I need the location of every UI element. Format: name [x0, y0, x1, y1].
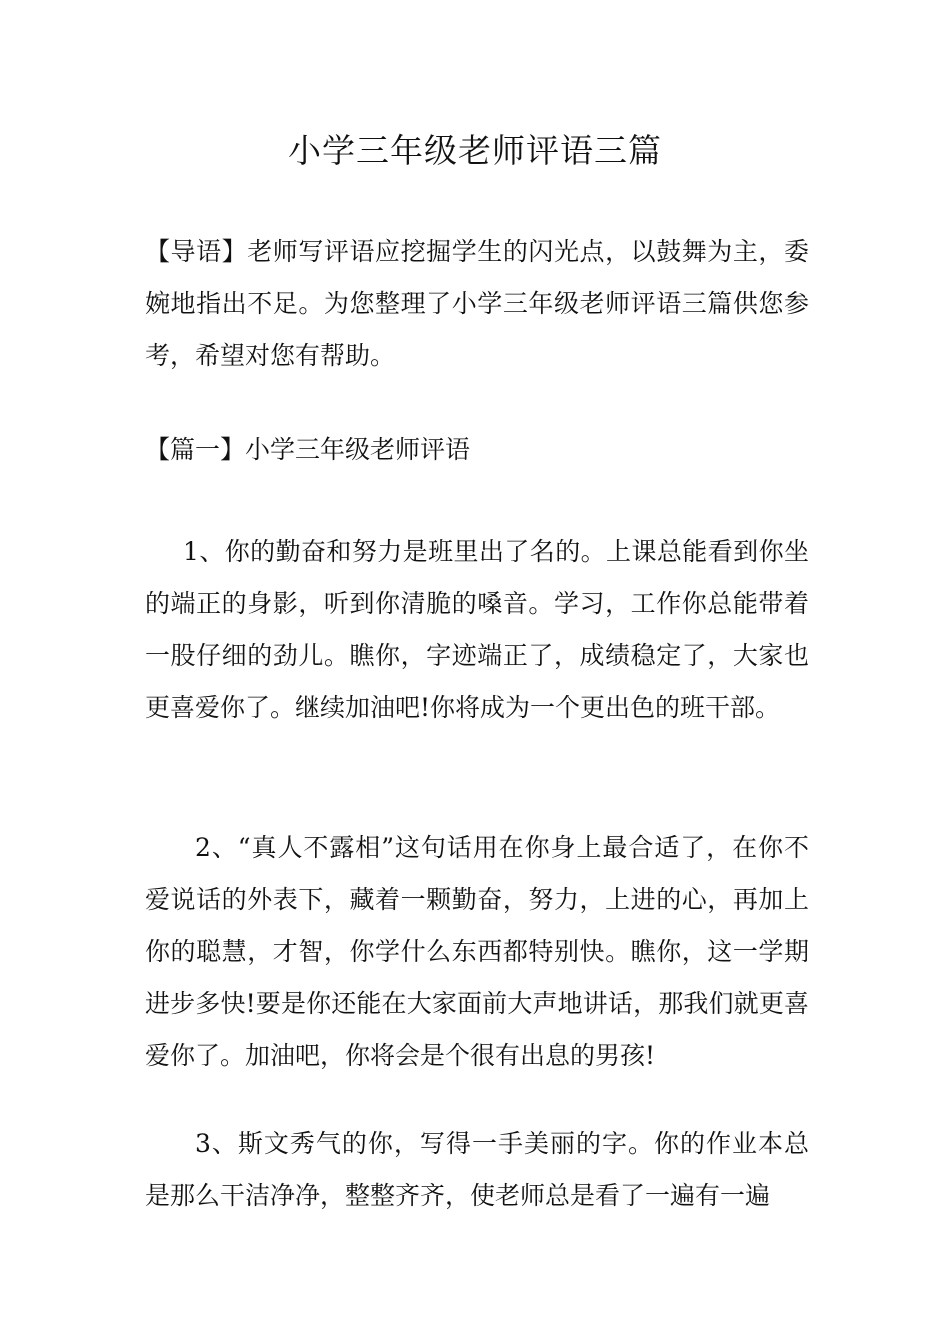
- comment-paragraph-2: 2、“真人不露相”这句话用在你身上最合适了，在你不爱说话的外表下，藏着一颗勤奋，努力，上进的心，再加上你的聪慧，才智，你学什么东西都特别快。瞧你，这一学期进步多快!要是你还能在大家面前大声地讲话，那我们就更喜爱你了。加油吧，你将会是个很有出息的男孩!: [145, 833, 809, 1070]
- comment-paragraph-1: 1、你的勤奋和努力是班里出了名的。上课总能看到你坐的端正的身影，听到你清脆的嗓音。学习，工作你总能带着一股仔细的劲儿。瞧你，字迹端正了，成绩稳定了，大家也更喜爱你了。继续加油吧!你将成为一个更出色的班干部。: [145, 537, 809, 722]
- section-heading: 【篇一】小学三年级老师评语: [145, 435, 471, 464]
- comment-paragraph-3: 3、斯文秀气的你，写得一手美丽的字。你的作业本总是那么干洁净净，整整齐齐，使老师总是看了一遍有一遍: [145, 1129, 809, 1210]
- lead-paragraph: 【导语】老师写评语应挖掘学生的闪光点，以鼓舞为主，委婉地指出不足。为您整理了小学三年级老师评语三篇供您参考，希望对您有帮助。: [145, 237, 809, 370]
- document-title: 小学三年级老师评语三篇: [288, 131, 662, 170]
